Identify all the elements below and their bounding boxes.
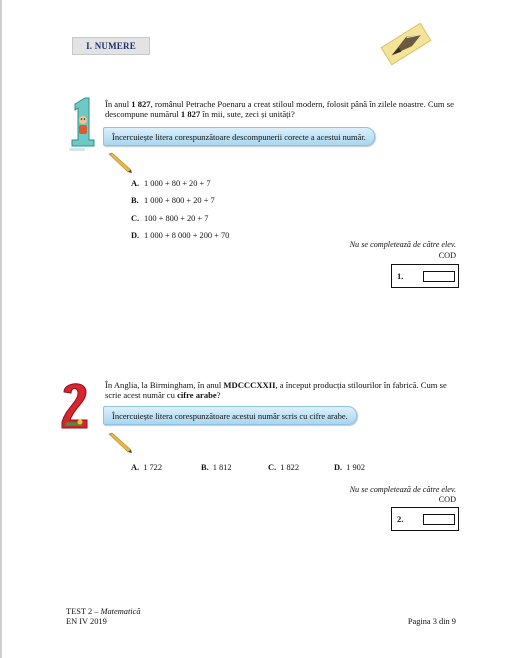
option-d[interactable] xyxy=(334,463,365,472)
option-b[interactable] xyxy=(201,463,268,472)
footer-test-line xyxy=(66,607,141,617)
option-c[interactable] xyxy=(131,210,229,227)
pencil-icon xyxy=(107,152,133,174)
option-value: 1 000 + 80 + 20 + 7 xyxy=(144,179,211,188)
question-1-text: În anul 1 827, românul Petrache Poenaru a creat stiloul modern, folosit până în zilele noastre. Cum se descompune numărul 1 827 în mii, sute, zeci și unități? xyxy=(105,99,454,120)
page-number: Pagina 3 din 9 xyxy=(407,617,456,626)
option-letter: C. xyxy=(131,213,140,223)
option-value: 1 812 xyxy=(212,463,232,472)
question-1-instruction: Încercuiește litera corespunzătoare descompunerii corecte a acestui număr. xyxy=(103,127,375,146)
fountain-pen-icon xyxy=(380,18,432,70)
option-value: 1 902 xyxy=(346,463,365,472)
cod-label: COD xyxy=(438,251,456,260)
question-number-one-icon xyxy=(67,96,97,148)
option-value: 1 000 + 8 000 + 200 + 70 xyxy=(144,230,230,240)
footer-exam: EN IV 2019 xyxy=(66,617,107,626)
option-letter: A. xyxy=(131,179,140,188)
footer-test-label: TEST 2 – xyxy=(66,607,101,616)
option-letter: D. xyxy=(334,463,343,472)
option-c[interactable] xyxy=(268,463,334,472)
option-letter: B. xyxy=(201,463,209,472)
question-number-two-icon xyxy=(60,378,90,430)
code-box-2 xyxy=(391,507,459,531)
option-a[interactable] xyxy=(131,175,229,192)
code-input-box xyxy=(423,514,455,525)
footer-left xyxy=(66,607,141,627)
option-letter: B. xyxy=(131,196,139,206)
number-shadow xyxy=(69,148,85,151)
page-left-edge xyxy=(0,0,2,658)
option-letter: D. xyxy=(131,230,140,240)
option-letter: C. xyxy=(268,463,277,472)
footer-subject: Matematică xyxy=(100,607,141,616)
question-1-options xyxy=(131,175,229,244)
code-box-1 xyxy=(391,264,459,288)
pencil-icon xyxy=(107,432,133,454)
question-2-options xyxy=(131,463,365,472)
option-value: 1 722 xyxy=(143,463,162,472)
section-title: I. NUMERE xyxy=(72,37,150,55)
code-box-label: 1. xyxy=(397,271,404,281)
code-box-label: 2. xyxy=(397,514,404,524)
question-2-text: În Anglia, la Birmingham, în anul MDCCCXXII, a început producția stilourilor în fabrică. Cum se scrie acest număr cu cifre arabe? xyxy=(105,380,447,401)
grader-note: Nu se completează de către elev. xyxy=(349,485,456,494)
option-value: 100 + 800 + 20 + 7 xyxy=(144,213,209,223)
option-d[interactable] xyxy=(131,227,229,244)
option-a[interactable] xyxy=(131,463,201,472)
code-input-box xyxy=(423,271,455,282)
question-2-instruction: Încercuiește litera corespunzătoare acestui număr scris cu cifre arabe. xyxy=(103,406,357,425)
grader-note: Nu se completează de către elev. xyxy=(349,240,456,249)
cod-label: COD xyxy=(438,495,456,504)
option-value: 1 000 + 800 + 20 + 7 xyxy=(144,196,215,206)
option-value: 1 822 xyxy=(280,463,299,472)
option-letter: A. xyxy=(131,463,140,472)
option-b[interactable] xyxy=(131,192,229,209)
